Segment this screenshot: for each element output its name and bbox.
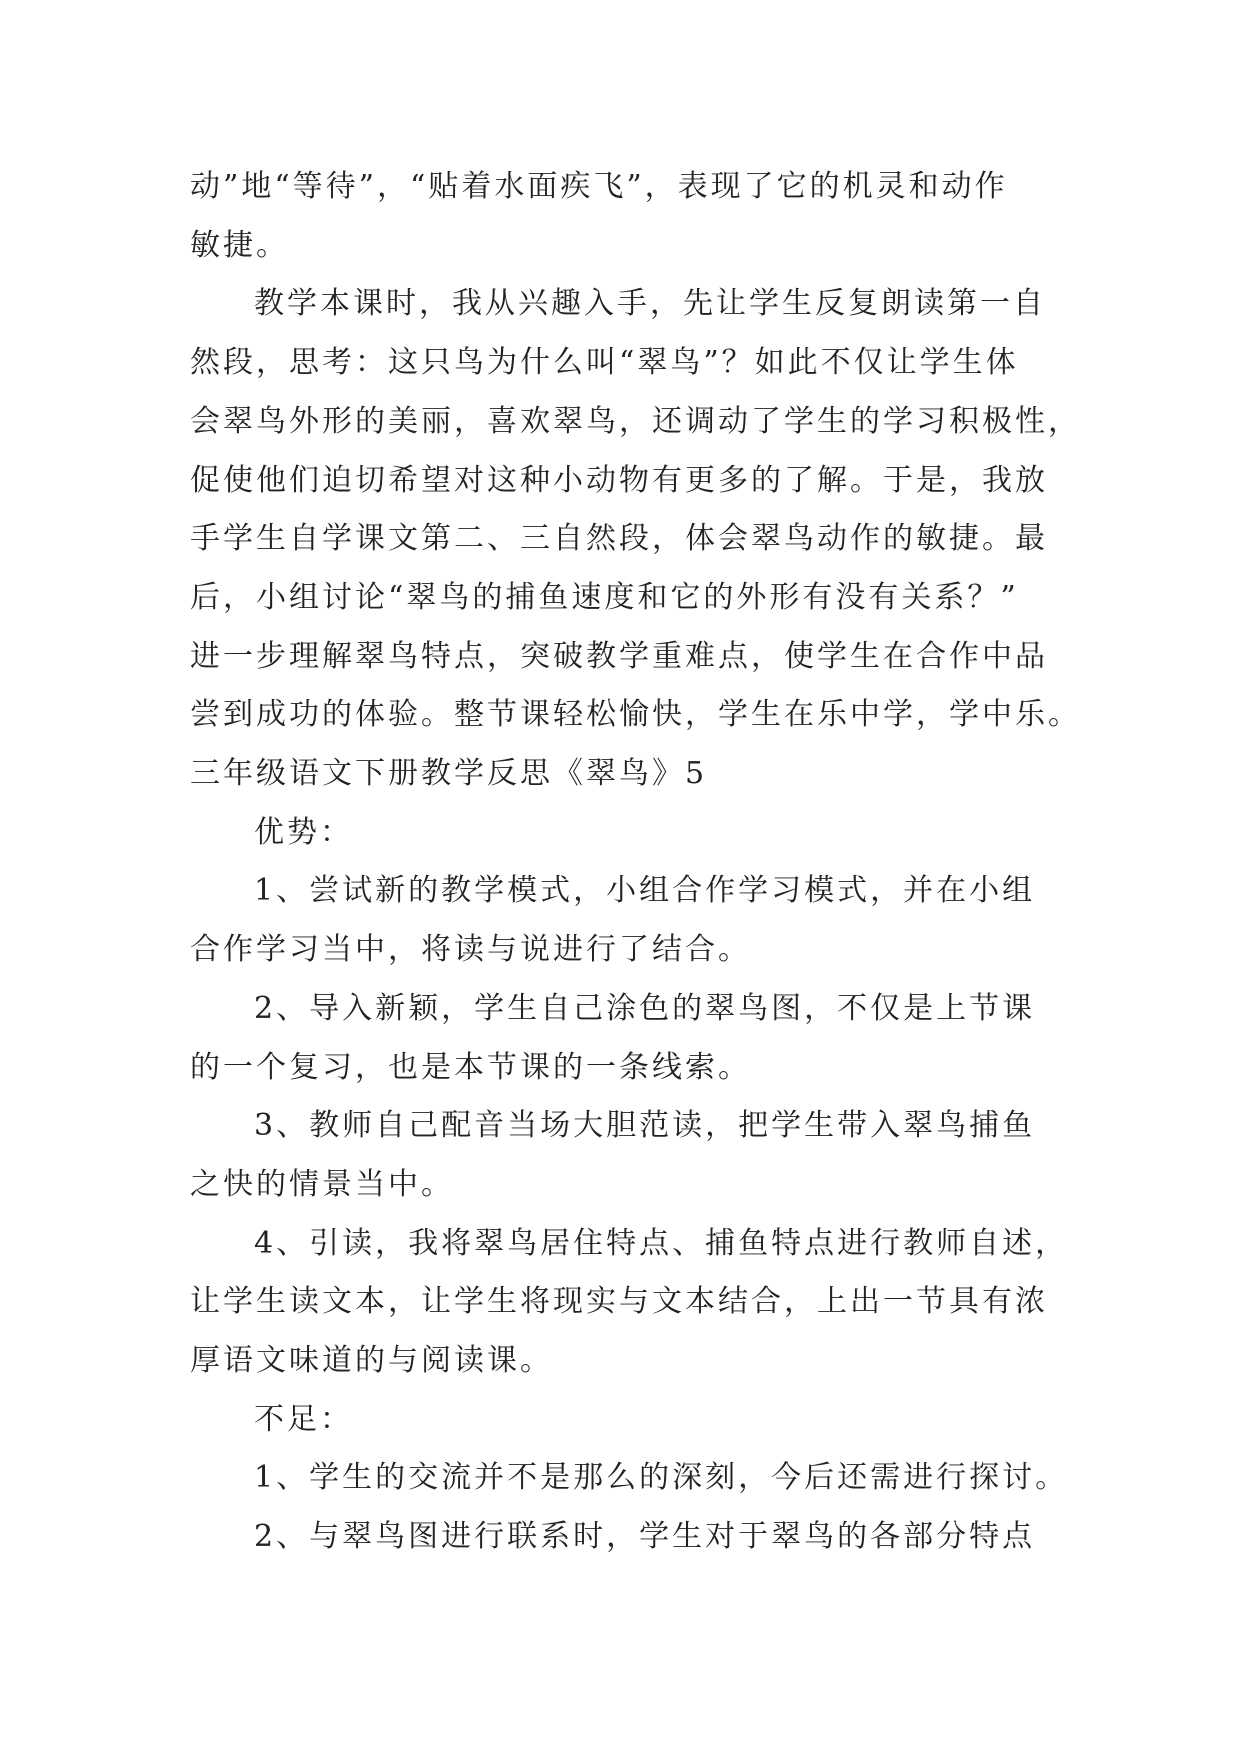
paragraph-teaching xyxy=(190,275,1081,745)
section-heading xyxy=(190,745,1070,804)
heading-line: 三年级语文下册教学反思《翠鸟》5 xyxy=(190,756,708,792)
strength-item-1 xyxy=(190,862,1070,979)
paragraph-continuation xyxy=(190,158,1070,275)
text-line: 1、学生的交流并不是那么的深刻，今后还需进行探讨。 xyxy=(254,1460,1069,1496)
text-line: 教学本课时，我从兴趣入手，先让学生反复朗读第一自 xyxy=(254,286,1046,322)
text-line: 不足： xyxy=(254,1401,353,1437)
strengths-label xyxy=(190,804,1070,863)
text-line: 动”地“等待”，“贴着水面疾飞”，表现了它的机灵和动作 xyxy=(190,169,1008,204)
text-line: 厚语文味道的与阅读课。 xyxy=(190,1343,553,1379)
text-line: 4、引读，我将翠鸟居住特点、捕鱼特点进行教师自述， xyxy=(254,1225,1069,1261)
text-line: 促使他们迫切希望对这种小动物有更多的了解。于是，我放 xyxy=(190,462,1048,498)
text-line: 手学生自学课文第二、三自然段，体会翠鸟动作的敏捷。最 xyxy=(190,521,1048,557)
text-line: 会翠鸟外形的美丽，喜欢翠鸟，还调动了学生的学习积极性， xyxy=(190,403,1081,439)
text-line: 然段，思考：这只鸟为什么叫“翠鸟”？如此不仅让学生体 xyxy=(190,345,1019,381)
text-line: 尝到成功的体验。整节课轻松愉快，学生在乐中学，学中乐。 xyxy=(190,697,1081,733)
text-line: 让学生读文本，让学生将现实与文本结合，上出一节具有浓 xyxy=(190,1284,1048,1320)
text-line: 优势： xyxy=(254,814,353,850)
text-line: 后，小组讨论“翠鸟的捕鱼速度和它的外形有没有关系？” xyxy=(190,579,1019,615)
strength-item-3 xyxy=(190,1097,1070,1214)
text-line: 敏捷。 xyxy=(190,227,289,263)
strength-item-2 xyxy=(190,980,1070,1097)
strength-item-4 xyxy=(190,1215,1070,1391)
weakness-item-1 xyxy=(190,1449,1070,1508)
text-line: 2、导入新颖，学生自己涂色的翠鸟图，不仅是上节课 xyxy=(254,990,1036,1026)
text-line: 合作学习当中，将读与说进行了结合。 xyxy=(190,932,751,968)
text-line: 之快的情景当中。 xyxy=(190,1166,454,1202)
text-line: 3、教师自己配音当场大胆范读，把学生带入翠鸟捕鱼 xyxy=(254,1108,1036,1144)
document-body xyxy=(190,158,1081,1567)
text-line: 的一个复习，也是本节课的一条线索。 xyxy=(190,1049,751,1085)
weaknesses-label xyxy=(190,1391,1070,1450)
weakness-item-2 xyxy=(190,1508,1070,1567)
text-line: 2、与翠鸟图进行联系时，学生对于翠鸟的各部分特点 xyxy=(254,1519,1036,1555)
text-line: 进一步理解翠鸟特点，突破教学重难点，使学生在合作中品 xyxy=(190,638,1048,674)
text-line: 1、尝试新的教学模式，小组合作学习模式，并在小组 xyxy=(254,873,1036,909)
